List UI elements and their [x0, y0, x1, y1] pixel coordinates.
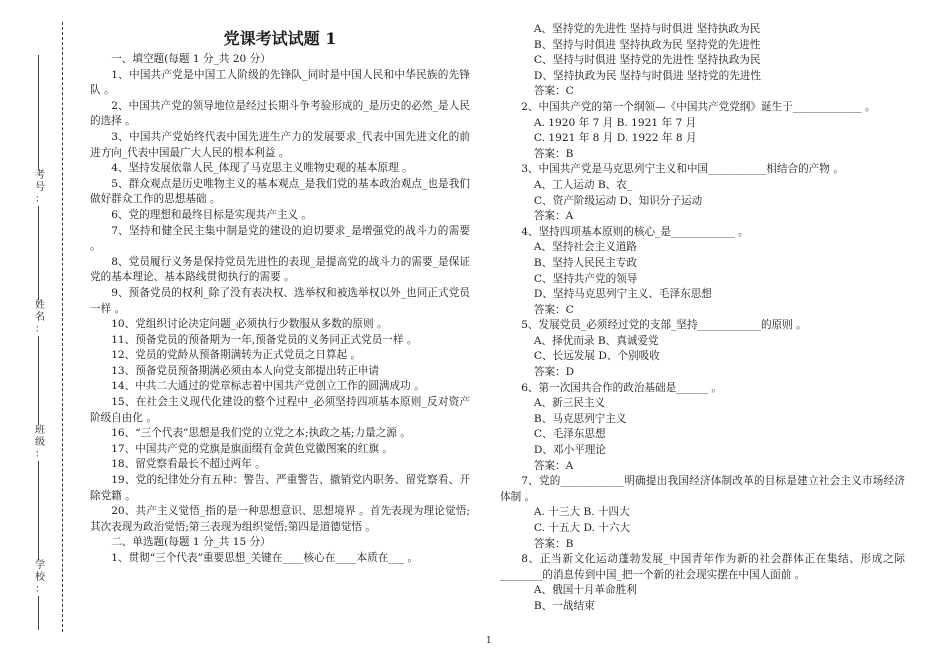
option-line: A、坚持党的先进性 坚持与时俱进 坚持执政为民 — [533, 23, 761, 35]
question-paragraph: 14、中共二大通过的党章标志着中国共产党创立工作的圆满成功 。 — [111, 380, 425, 393]
question-paragraph: 13、预备党员预备期满必须由本人向党支部提出转正申请 — [111, 364, 379, 377]
question-paragraph: 16、“三个代表”思想是我们党的立党之本;执政之基;力量之源 。 — [111, 427, 411, 440]
option-line: 答案：B — [533, 537, 574, 550]
question-paragraph: 19、党的纪律处分有五种：警告、严重警告、撤销党内职务、留党察看、开除党籍 。 — [90, 474, 470, 502]
name-label: 姓 名 ： — [30, 300, 50, 336]
option-line: B、坚持与时俱进 坚持执政为民 坚持党的先进性 — [533, 38, 761, 51]
option-line: A、择优而录 B、真诚爱党 — [533, 334, 659, 347]
question-paragraph: 2、中国共产党的第一个纲领—《中国共产党党纲》诞生于_____________ 。 — [521, 100, 876, 113]
option-line: D、邓小平理论 — [533, 444, 606, 457]
option-line: B、一战结束 — [533, 599, 595, 612]
question-paragraph: 6、第一次国共合作的政治基础是______ 。 — [521, 381, 722, 394]
option-line: C. 1921 年 8 月 D. 1922 年 8 月 — [533, 132, 697, 145]
option-line: C、坚持共产党的领导 — [533, 272, 638, 285]
right-column — [500, 22, 905, 615]
right-column-body — [500, 22, 905, 615]
binding-dashed-line — [62, 22, 63, 632]
option-line: A. 1920 年 7 月 B. 1921 年 7 月 — [533, 116, 697, 129]
option-line: A. 十三大 B. 十四大 — [533, 506, 630, 519]
left-column — [90, 22, 470, 567]
option-line: A、坚持社会主义道路 — [533, 241, 637, 254]
question-paragraph: 4、坚持发展依靠人民_体现了马克思主义唯物史观的基本原理 。 — [111, 162, 413, 175]
option-line: C、毛泽东思想 — [533, 428, 606, 441]
option-line: 答案：C — [533, 85, 574, 98]
option-line: A、工人运动 B、农_ — [533, 178, 633, 191]
left-column-body — [90, 52, 470, 567]
option-line: 答案：A — [533, 459, 574, 472]
option-line: C. 十五大 D. 十六大 — [533, 522, 631, 534]
question-paragraph: 10、党组织讨论决定问题_必须执行少数服从多数的原则 。 — [111, 318, 388, 331]
binding-margin — [0, 0, 70, 671]
question-paragraph: 2、中国共产党的领导地位是经过长期斗争考验形成的_是历史的必然_是人民的选择 。 — [90, 99, 470, 128]
question-paragraph: 15、在社会主义现代化建设的整个过程中_必须坚持四项基本原则_反对资产阶级自由化 。 — [90, 396, 470, 424]
question-paragraph: 9、预备党员的权利_除了没有表决权、选举权和被选举权以外_也同正式党员一样 。 — [90, 286, 470, 315]
question-paragraph: 1、中国共产党是中国工人阶级的先锋队_同时是中国人民和中华民族的先锋队 。 — [90, 68, 470, 97]
exam-number-label: 考 号 ： — [30, 170, 50, 206]
question-paragraph: 8、正当新文化运动蓬勃发展_中国青年作为新的社会群体正在集结、形成之际________的消息传到中国_把一个新的社会现实摆在中国人面前 。 — [500, 553, 905, 581]
question-paragraph: 8、党员履行义务是保持党员先进性的表现_是提高党的战斗力的需要_是保证党的基本理论、基本路线贯彻执行的需要 。 — [90, 255, 470, 284]
page-number: 1 — [486, 636, 492, 646]
question-paragraph: 11、预备党员的预备期为一年,预备党员的义务同正式党员一样 。 — [111, 333, 418, 346]
option-line: B、马克思列宁主义 — [533, 412, 627, 425]
option-line: 答案：D — [533, 366, 575, 379]
question-paragraph: 1、贯彻“三个代表”重要思想_关键在____核心在____本质在___ 。 — [111, 552, 419, 564]
question-paragraph: 二、单选题(每题 1 分_共 15 分） — [111, 536, 271, 549]
question-paragraph: 6、党的理想和最终目标是实现共产主义 。 — [111, 208, 312, 221]
page-title: 党课考试试题 1 — [223, 29, 337, 48]
option-line: A、俄国十月革命胜利 — [533, 584, 637, 597]
question-paragraph: 20、共产主义觉悟_指的是一种思想意识、思想境界 。首先表现为理论觉悟;其次表现为政治觉悟;第三表现为组织觉悟;第四是道德觉悟 。 — [90, 505, 470, 533]
option-line: D、坚持马克思列宁主义、毛泽东思想 — [533, 288, 712, 301]
option-line: 答案：A — [533, 210, 574, 223]
question-paragraph: 7、党的____________明确提出我国经济体制改革的目标是建立社会主义市场经济体制 。 — [500, 475, 905, 503]
question-paragraph: 12、党员的党龄从预备期满转为正式党员之日算起 。 — [111, 349, 362, 362]
option-line: D、坚持执政为民 坚持与时俱进 坚持党的先进性 — [533, 69, 762, 82]
question-paragraph: 5、群众观点是历史唯物主义的基本观点_是我们党的基本政治观点_也是我们做好群众工作的思想基础 。 — [90, 177, 470, 206]
question-paragraph: 18、留党察看最长不超过两年 。 — [111, 458, 266, 471]
question-paragraph: 4、坚持四项基本原则的核心_是____________ 。 — [521, 225, 749, 238]
class-label: 班 级 ： — [30, 425, 50, 461]
option-line: B、坚持人民民主专政 — [533, 256, 638, 269]
option-line: C、资产阶级运动 D、知识分子运动 — [533, 194, 703, 207]
question-paragraph: 一、填空题(每题 1 分_共 20 分） — [111, 53, 271, 65]
option-line: 答案：C — [533, 303, 574, 316]
option-line: A、新三民主义 — [533, 397, 606, 410]
option-line: C、坚持与时俱进 坚持党的先进性 坚持执政为民 — [533, 54, 761, 67]
question-paragraph: 3、中国共产党是马克思列宁主义和中国___________相结合的产物 。 — [521, 163, 844, 176]
question-paragraph: 7、坚持和健全民主集中制是党的建设的迫切要求_是增强党的战斗力的需要 。 — [90, 224, 470, 253]
school-label: 学 校 ： — [30, 560, 50, 596]
option-line: C、长远发展 D、个别吸收 — [533, 350, 660, 363]
question-paragraph: 5、发展党员_必须经过党的支部_坚持____________的原则 。 — [521, 319, 807, 332]
question-paragraph: 3、中国共产党始终代表中国先进生产力的发展要求_代表中国先进文化的前进方向_代表中国最广大人民的根本利益 。 — [90, 130, 470, 159]
question-paragraph: 17、中国共产党的党旗是旗面缀有金黄色党徽图案的红旗 。 — [111, 442, 393, 455]
option-line: 答案：B — [533, 147, 574, 160]
binding-solid-line — [38, 55, 39, 630]
